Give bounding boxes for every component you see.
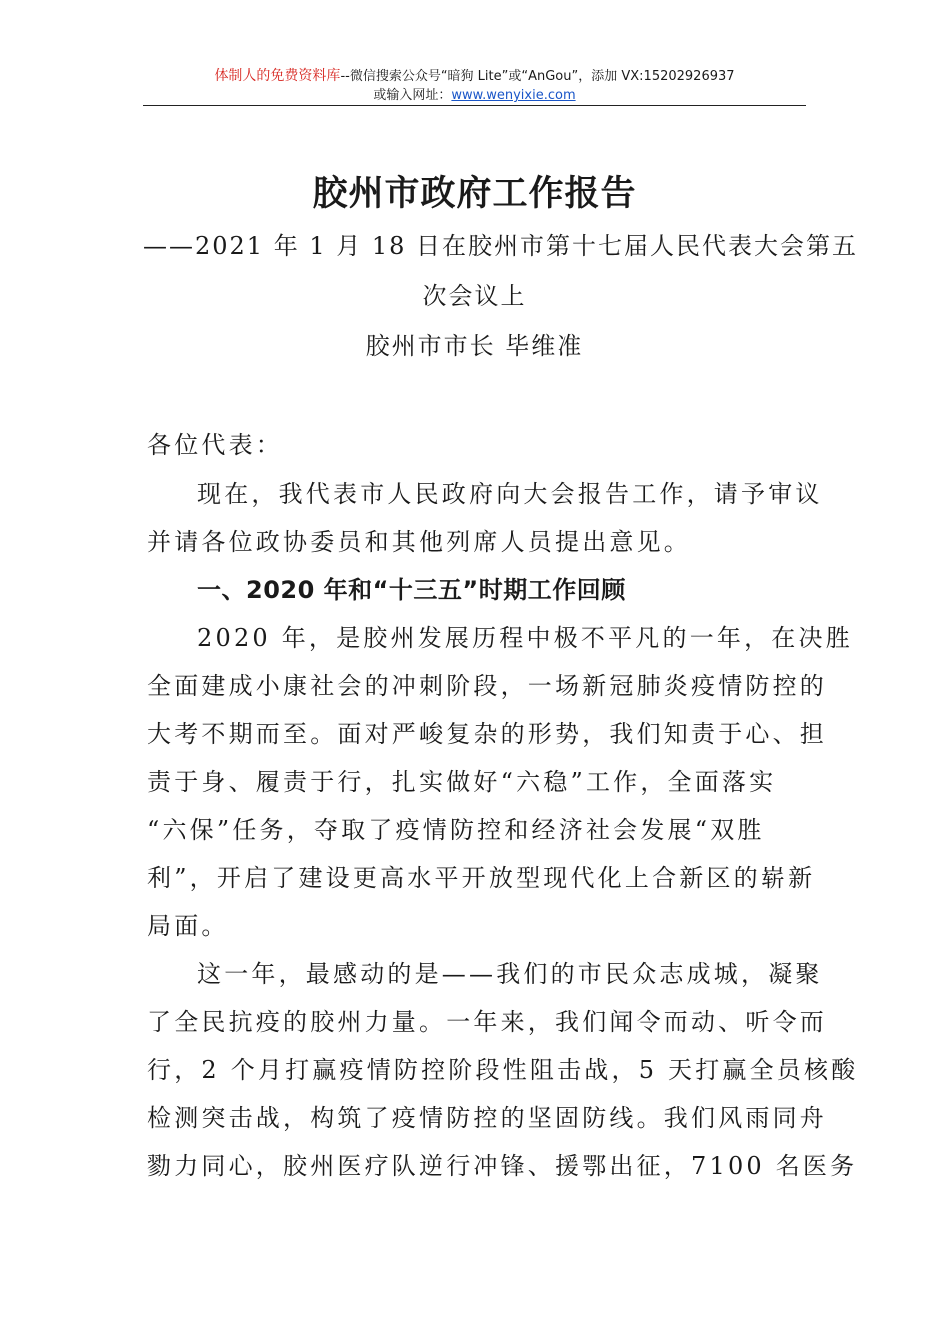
header-line-1 bbox=[143, 66, 806, 87]
paragraph-line: 了全民抗疫的胶州力量。一年来，我们闻令而动、听令而 bbox=[147, 1008, 827, 1036]
paragraph-line: “六保”任务，夺取了疫情防控和经济社会发展“双胜 bbox=[147, 816, 765, 844]
paragraph-line: 利”，开启了建设更高水平开放型现代化上合新区的崭新 bbox=[147, 864, 816, 892]
paragraph-line: 行，2 个月打赢疫情防控阶段性阻击战，5 天打赢全员核酸 bbox=[147, 1056, 859, 1084]
paragraph-line: 检测突击战，构筑了疫情防控的坚固防线。我们风雨同舟 bbox=[147, 1104, 827, 1132]
section-heading: 一、2020 年和“十三五”时期工作回顾 bbox=[197, 576, 626, 604]
document-subtitle-line-2: 次会议上 bbox=[422, 282, 527, 310]
header-url-link[interactable]: www.wenyixie.com bbox=[451, 88, 576, 103]
paragraph-line: 现在，我代表市人民政府向大会报告工作，请予审议 bbox=[197, 480, 823, 508]
salutation: 各位代表： bbox=[147, 431, 283, 459]
paragraph-line: 责于身、履责于行，扎实做好“六稳”工作，全面落实 bbox=[147, 768, 777, 796]
paragraph-line: 全面建成小康社会的冲刺阶段，一场新冠肺炎疫情防控的 bbox=[147, 672, 827, 700]
paragraph-line: 大考不期而至。面对严峻复杂的形势，我们知责于心、担 bbox=[147, 720, 827, 748]
paragraph-line: 2020 年，是胶州发展历程中极不平凡的一年，在决胜 bbox=[197, 624, 853, 652]
header-info: --微信搜索公众号“暗狗 Lite”或“AnGou”，添加 VX:15202926937 bbox=[340, 69, 735, 84]
paragraph-line: 局面。 bbox=[147, 912, 229, 940]
document-author: 胶州市市长 毕维准 bbox=[365, 332, 584, 360]
document-subtitle-line-1: ——2021 年 1 月 18 日在胶州市第十七届人民代表大会第五 bbox=[143, 232, 859, 260]
header-url-prefix: 或输入网址： bbox=[373, 88, 452, 103]
paragraph-line: 并请各位政协委员和其他列席人员提出意见。 bbox=[147, 528, 691, 556]
paragraph-line: 勠力同心，胶州医疗队逆行冲锋、援鄂出征，7100 名医务 bbox=[147, 1152, 858, 1180]
paragraph-line: 这一年，最感动的是——我们的市民众志成城，凝聚 bbox=[197, 960, 823, 988]
header-line-2 bbox=[143, 87, 806, 105]
header-divider bbox=[143, 105, 806, 106]
header-brand: 体制人的免费资料库 bbox=[214, 68, 341, 84]
page-header bbox=[143, 66, 806, 105]
document-title: 胶州市政府工作报告 bbox=[312, 173, 637, 214]
